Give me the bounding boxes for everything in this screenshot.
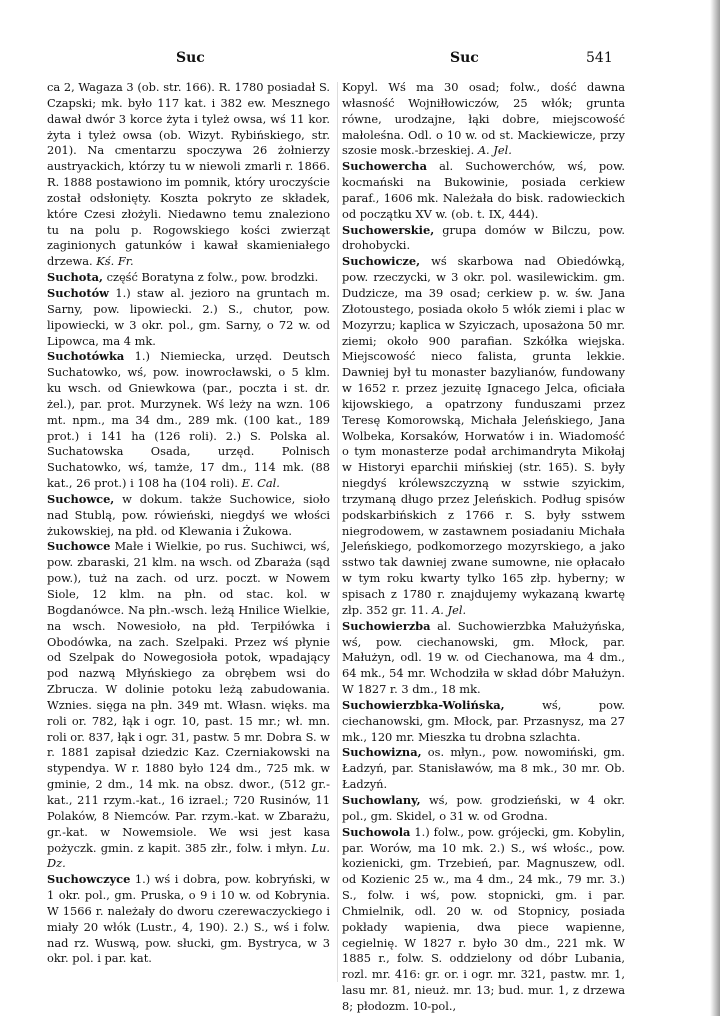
entry-text: al. Suchowierzbka Małużyńska, wś, pow. ciechanowski, gm. Młock, par. Małużyn, odl. 19 w. od Ciechanowa, ma 4 dm., 64 mk., 54 mr. Wchodziła w skład dóbr Małużyn. W 1827 r. 3 dm., 18 mk.	[342, 618, 625, 697]
page-number: 541	[586, 50, 613, 66]
dictionary-entry	[47, 286, 330, 349]
entry-headword: Suchowercha	[342, 159, 427, 174]
entry-text: część Boratyna z folw., pow. brodzki.	[106, 270, 319, 285]
dictionary-entry	[342, 619, 625, 698]
entry-headword: Suchowce	[47, 539, 111, 554]
entry-text: wś skarbowa nad Obiedówką, pow. rzeczycki, w 3 okr. pol. wasilewickim. gm. Dudzicze, ma 39 osad; cerkiew p. w. św. Jana Złotoustego, posiada około 5 włók ziemi i plac w Mozyrzu; kaplica w Szyiczach, uposażona 50 mr. ziemi; około 900 parafian. Szkółka wiejska. Miejscowość nieco falista, grunta lekkie. Dawniej był tu monaster bazylianów, fundowany w 1652 r. przez jezuitę Ignacego Jelca, oficiała kijowskiego, a opatrzony funduszami przez Teresę Komorowską, Michała Jeleńskiego, Jana Wolbeka, Korsaków, Horwatów i in. Wiadomość o tym monasterze podał archimandryta Mikołaj w Historyi eparchii mińskiej (str. 165). S. były niegdyś królewszczyzną w sstwie szyickim, trzymaną długo przez Jeleńskich. Podług spisów podskarbińskich z 1766 r. S. były sstwem niegrodowem, w zastawnem posiadaniu Michała Jeleńskiego, podkomorzego mozyrskiego, a jako sstwo tak dawniej zwane sumowne, nie opłacało w tym roku kwarty tylko 165 złp. hyberny; w spisach z 1780 r. znajdujemy wykazaną kwartę złp. 352 gr. 11.	[342, 254, 625, 617]
left-column	[47, 80, 330, 967]
entry-signature: A. Jel.	[432, 602, 467, 617]
entry-headword: Suchotów	[47, 285, 109, 300]
dictionary-entry	[342, 793, 625, 825]
entry-text: 1.) wś i dobra, pow. kobryński, w 1 okr. pol., gm. Pruska, o 9 i 10 w. od Kobrynia. W 1566 r. należały do dworu czerewaczyckiego i miały 20 włók (Lustr., 4, 190). 2.) S., wś i folw. nad rz. Wuswą, pow. słucki, gm. Bystryca, w 3 okr. pol. i par. kat.	[47, 872, 330, 966]
entry-headword: Suchowola	[342, 824, 411, 839]
dictionary-entry	[47, 539, 330, 872]
right-column	[342, 80, 625, 1015]
entry-text: grupa domów w Bilczu, pow. drohobycki.	[342, 222, 625, 253]
dictionary-entry	[342, 698, 625, 746]
dictionary-entry	[342, 159, 625, 222]
dictionary-entry	[47, 349, 330, 492]
dictionary-entry	[342, 745, 625, 793]
dictionary-entry	[342, 80, 625, 159]
dictionary-entry	[47, 492, 330, 540]
column-divider	[337, 82, 338, 982]
entry-headword: Suchowlany,	[342, 792, 421, 807]
dictionary-entry	[342, 825, 625, 1015]
entry-text: w dokum. także Suchowice, sioło nad Stublą, pow. rówieński, niegdyś we włości żukowskiej, na płd. od Klewania i Żukowa.	[47, 491, 330, 538]
dictionary-entry	[47, 270, 330, 286]
dictionary-entry	[342, 254, 625, 618]
entry-headword: Suchowerskie,	[342, 222, 435, 237]
entry-text: Kopyl. Wś ma 30 osad; folw., dość dawna własność Wojniłłowiczów, 25 włók; grunta równe, urodzajne, łąki dobre, miejscowość małoleśna. Odl. o 10 w. od st. Mackiewicze, przy szosie mosk.-brzeskiej.	[342, 80, 625, 158]
dictionary-entry	[47, 80, 330, 270]
entry-signature: Kś. Fr.	[96, 254, 134, 269]
page-edge-shadow	[710, 0, 720, 1016]
entry-headword: Suchowce,	[47, 491, 115, 506]
header-left-word: Suc	[176, 50, 205, 66]
entry-headword: Suchowierzba	[342, 618, 431, 633]
entry-text: os. młyn., pow. nowomiński, gm. Ładzyń, par. Stanisławów, ma 8 mk., 30 mr. Ob. Ładzyń.	[342, 745, 625, 792]
entry-text: Małe i Wielkie, po rus. Suchiwci, wś, pow. zbaraski, 21 klm. na wsch. od Zbaraża (sąd pow.), tuż na zach. od urz. poczt. w Nowem Siole, 12 klm. na płn. od stac. kol. w Bogdanówce. Na płn.-wsch. leżą Hnilice Wielkie, na wsch. Nowesioło, na płd. Terpiłówka i Obodówka, na zach. Szelpaki. Przez wś płynie od Szelpak do Nowegosioła potok, wpadający pod nazwą Młyńskiego za obrębem wsi do Zbrucza. W dolinie potoku leżą zabudowania. Wznies. sięga na płn. 349 mt. Własn. więks. ma roli or. 782, łąk i ogr. 10, past. 15 mr.; wł. mn. roli or. 837, łąk i ogr. 31, pastw. 5 mr. Dobra S. w r. 1881 zapisał dziedzic Kaz. Czerniakowski na stypendya. W r. 1880 było 124 dm., 725 mk. w gminie, 2 dm., 14 mk. na obsz. dwor., (512 gr.-kat., 211 rzym.-kat., 16 izrael.; 720 Rusinów, 11 Polaków, 8 Niemców. Par. rzym.-kat. w Zbarażu, gr.-kat. w Nowemsiole. We wsi jest kasa pożyczk. gmin. z kapit. 385 złr., folw. i młyn.	[47, 539, 331, 855]
entry-headword: Suchowczyce	[47, 872, 131, 887]
entry-headword: Suchowierzbka-Wolińska,	[342, 697, 505, 712]
entry-text: 1.) staw al. jezioro na gruntach m. Sarny, pow. lipowiecki. 2.) S., chutor, pow. lipowiecki, w 3 okr. pol., gm. Sarny, o 72 w. od Lipowca, ma 4 mk.	[47, 285, 330, 348]
entry-headword: Suchota,	[47, 270, 103, 285]
entry-text: al. Suchowerchów, wś, pow. kocmański na Bukowinie, posiada cerkiew paraf., 1606 mk. Należała do bisk. radowieckich od początku XV w. (ob. t. IX, 444).	[342, 159, 626, 221]
entry-headword: Suchowizna,	[342, 745, 422, 760]
entry-text: 1.) folw., pow. grójecki, gm. Kobylin, par. Worów, ma 10 mk. 2.) S., wś włośc., pow. kozienicki, gm. Trzebień, par. Magnuszew, odl. od Kozienic 25 w., ma 4 dm., 24 mk., 79 mr. 3.) S., folw. i wś, pow. stopnicki, gm. i par. Chmielnik, odl. 20 w. od Stopnicy, posiada pokłady wapienia, dwa piece wapienne, cegielnię. W 1827 r. było 30 dm., 221 mk. W 1885 r., folw. S. oddzielony od dóbr Lubania, rozl. mr. 416: gr. or. i ogr. mr. 321, pastw. mr. 1, lasu mr. 81, nieuż. mr. 13; bud. mur. 1, z drzewa 8; płodozm. 10-pol.,	[342, 824, 625, 1013]
header-right-word: Suc	[450, 50, 479, 66]
entry-headword: Suchotówka	[47, 349, 125, 364]
entry-text: ca 2, Wagaza 3 (ob. str. 166). R. 1780 posiadał S. Czapski; mk. było 117 kat. i 382 ew. Mesznego dawał dwór 3 korce żyta i tyleż owsa, wś 11 kor. żyta i tyleż owsa (ob. Wizyt. Rybińskiego, str. 201). Na cmentarzu spoczywa 26 żołnierzy austryackich, którzy tu w niewoli zmarli r. 1866. R. 1888 postawiono im pomnik, który uroczyście został odsłonięty. Koszta pokryto ze składek, które Czesi złożyli. Niedawno temu znaleziono tu na polu p. Rogowskiego kości zwierząt zaginionych gatunków i kawał skamieniałego drzewa.	[47, 80, 330, 269]
entry-signature: A. Jel.	[477, 143, 512, 158]
entry-signature: Lu. Dz.	[47, 840, 331, 871]
entry-signature: E. Cal.	[241, 476, 280, 491]
entry-text: wś, pow. grodzieński, w 4 okr. pol., gm. Skidel, o 31 w. od Grodna.	[342, 792, 625, 823]
entry-headword: Suchowicze,	[342, 254, 421, 269]
entry-text: 1.) Niemiecka, urzęd. Deutsch Suchatowko, wś, pow. inowrocławski, o 5 klm. ku wsch. od Gniewkowa (par., poczta i st. dr. żel.), par. prot. Murzynek. Wś leży na wzn. 106 mt. npm., ma 34 dm., 289 mk. (100 kat., 189 prot.) i 141 ha (126 roli). 2.) S. Polska al. Suchatowska Osada, urzęd. Polnisch Suchatowko, wś, tamże, 17 dm., 114 mk. (88 kat., 26 prot.) i 108 ha (104 roli).	[47, 349, 331, 491]
dictionary-entry	[342, 223, 625, 255]
entry-text: wś, pow. ciechanowski, gm. Młock, par. Przasnysz, ma 27 mk., 120 mr. Mieszka tu drobna szlachta.	[342, 697, 625, 744]
page-header	[46, 50, 626, 70]
dictionary-entry	[47, 872, 330, 967]
